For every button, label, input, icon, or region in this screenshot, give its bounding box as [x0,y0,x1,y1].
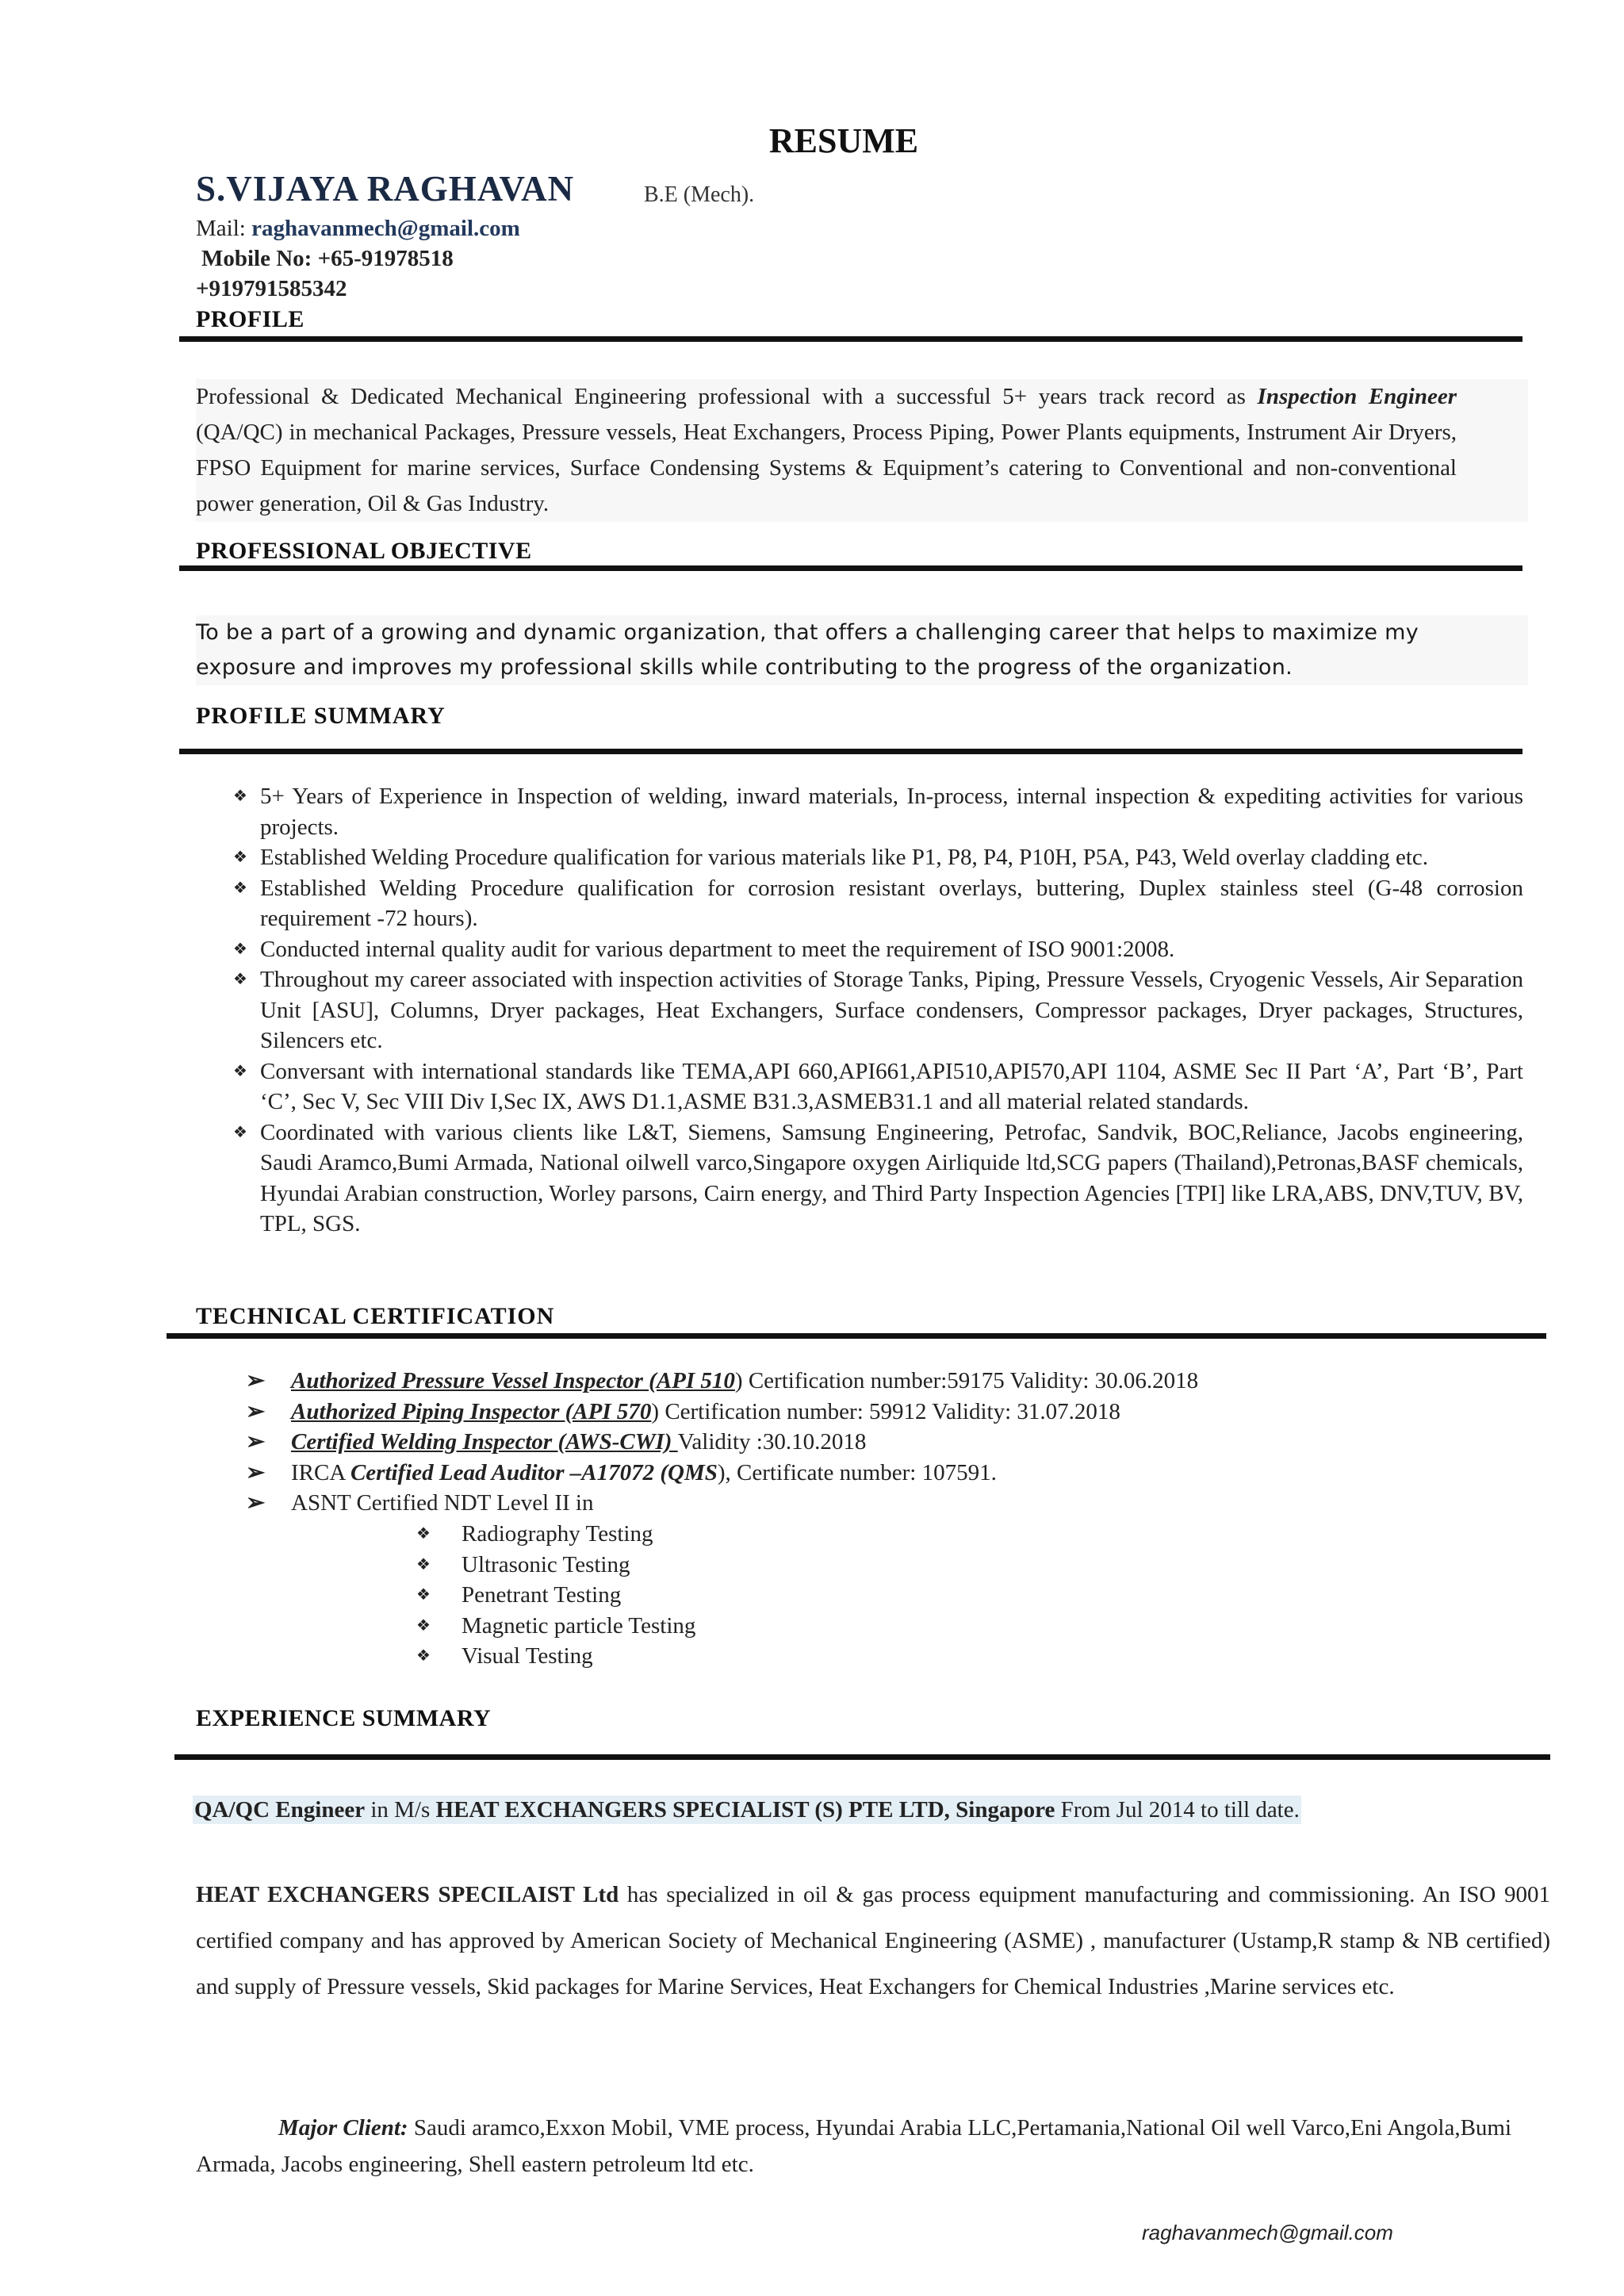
contact-mail [196,216,520,242]
section-divider [174,1754,1550,1760]
arrow-icon: ➢ [246,1398,266,1424]
candidate-name: S.VIJAYA RAGHAVAN [196,169,575,209]
summary-item: ❖ 5+ Years of Experience in Inspection of welding, inward materials, In-process, internal inspection & expediting activities for various projects. [233,781,1523,842]
diamond-bullet-icon: ❖ [416,1647,431,1665]
profile-heading: PROFILE [196,306,304,332]
diamond-bullet-icon: ❖ [233,788,247,805]
document-title: RESUME [768,121,919,160]
arrow-icon: ➢ [246,1459,266,1485]
summary-list [233,781,1523,1240]
section-divider [167,1333,1546,1339]
arrow-icon: ➢ [246,1429,266,1455]
certification-heading: TECHNICAL CERTIFICATION [196,1303,555,1329]
section-divider [179,565,1522,571]
clients-label: Major Client: [278,2115,408,2141]
contact-mobile-secondary: +919791585342 [196,276,347,301]
certification-list [246,1366,1515,1519]
diamond-bullet-icon: ❖ [416,1525,431,1543]
company-description [196,1872,1550,2010]
cert-item: ➢ Authorized Piping Inspector (API 570) Certification number: 59912 Validity: 31.07.2018 [246,1397,1515,1428]
diamond-bullet-icon: ❖ [233,1062,247,1080]
cert-item: ➢ ASNT Certified NDT Level II in [246,1488,1515,1519]
summary-item: ❖ Coordinated with various clients like L&T, Siemens, Samsung Engineering, Petrofac, Sandvik, BOC,Reliance, Jacobs engineering, Saudi Aramco,Bumi Armada, National oilwell varco,Singapore oxygen Airliquide ltd,SCG papers (Thailand),Petronas,BASF chemicals, Hyundai Arabian construction, Worley parsons, Cairn energy, and Third Party Inspection Agencies [TPI] like LRA,ABS, DNV,TUV, BV, TPL, SGS. [233,1117,1523,1240]
summary-item: ❖ Established Welding Procedure qualification for corrosion resistant overlays, buttering, Duplex stainless steel (G-48 corrosion requirement -72 hours). [233,873,1523,934]
cert-item: ➢ IRCA Certified Lead Auditor –A17072 (QMS), Certificate number: 107591. [246,1458,1515,1489]
objective-paragraph: To be a part of a growing and dynamic organization, that offers a challenging career that helps to maximize my exposure and improves my professional skills while contributing to the progress of the organization. [196,615,1528,685]
ndt-item: ❖ Magnetic particle Testing [416,1611,1130,1642]
summary-item: ❖ Conducted internal quality audit for various department to meet the requirement of ISO 9001:2008. [233,934,1523,965]
profile-text-continued: (QA/QC) in mechanical Packages, Pressure vessels, Heat Exchangers, Process Piping, Power Plants equipments, Instrument Air Dryers, FPSO Equipment for marine services, Surface Condensing Systems & Equipment’s catering to Conventional and non-conventional power generation, Oil & Gas Industry. [196,420,1457,516]
section-divider [179,749,1522,754]
summary-item: ❖ Conversant with international standards like TEMA,API 660,API661,API510,API570,API 1104, ASME Sec II Part ‘A’, Part ‘B’, Part ‘C’, Sec V, Sec VIII Div I,Sec IX, AWS D1.1,ASME B31.3,ASMEB31.1 and all material related standards. [233,1056,1523,1117]
profile-text: Professional & Dedicated Mechanical Engineering professional with a successful 5+ years track record as [196,384,1246,409]
objective-heading: PROFESSIONAL OBJECTIVE [196,538,532,564]
ndt-item: ❖ Visual Testing [416,1641,1130,1672]
candidate-degree: B.E (Mech). [644,182,755,207]
section-divider [179,336,1522,342]
diamond-bullet-icon: ❖ [416,1555,431,1573]
summary-heading: PROFILE SUMMARY [196,703,446,729]
major-clients [196,2110,1550,2183]
arrow-icon: ➢ [246,1368,266,1393]
ndt-list [416,1519,1130,1672]
diamond-bullet-icon: ❖ [416,1616,431,1635]
profile-emphasis: Inspection Engineer [1257,384,1457,409]
diamond-bullet-icon: ❖ [233,879,247,897]
summary-item: ❖ Throughout my career associated with inspection activities of Storage Tanks, Piping, Pressure Vessels, Cryogenic Vessels, Air Separation Unit [ASU], Columns, Dryer packages, Heat Exchangers, Surface condensers, Compressor packages, Dryer packages, Structures, Silencers etc. [233,964,1523,1056]
clients-text: Saudi aramco,Exxon Mobil, VME process, Hyundai Arabia LLC,Pertamania,National Oil well Varco,Eni Angola,Bumi Armada, Jacobs engineering, Shell eastern petroleum ltd etc. [196,2115,1512,2177]
experience-role-line [193,1797,1301,1823]
ndt-item: ❖ Radiography Testing [416,1519,1130,1550]
profile-paragraph [196,379,1528,522]
company-description-text: has specialized in oil & gas process equipment manufacturing and commissioning. An ISO 9001 certified company and has approved by American Society of Mechanical Engineering (ASME) , manufacturer (Ustamp,R stamp & NB certified) and supply of Pressure vessels, Skid packages for Marine Services, Heat Exchangers for Chemical Industries ,Marine services etc. [196,1882,1550,1999]
cert-item: ➢ Certified Welding Inspector (AWS-CWI) Validity :30.10.2018 [246,1427,1515,1458]
contact-mobile: Mobile No: +65-91978518 [201,246,454,271]
mail-address: raghavanmech@gmail.com [251,216,520,241]
footer-email: raghavanmech@gmail.com [1142,2221,1393,2244]
experience-role-highlight: QA/QC Engineer in M/s HEAT EXCHANGERS SPECIALIST (S) PTE LTD, Singapore From Jul 2014 to till date. [194,1797,1300,1823]
diamond-bullet-icon: ❖ [233,940,247,958]
diamond-bullet-icon: ❖ [233,1123,247,1141]
mail-label: Mail: [196,216,246,241]
ndt-item: ❖ Penetrant Testing [416,1580,1130,1611]
experience-heading: EXPERIENCE SUMMARY [196,1705,492,1731]
company-name: HEAT EXCHANGERS SPECILAIST Ltd [196,1882,619,1907]
arrow-icon: ➢ [246,1490,266,1516]
ndt-item: ❖ Ultrasonic Testing [416,1550,1130,1581]
summary-item: ❖ Established Welding Procedure qualification for various materials like P1, P8, P4, P10H, P5A, P43, Weld overlay cladding etc. [233,842,1523,873]
cert-item: ➢ Authorized Pressure Vessel Inspector (API 510) Certification number:59175 Validity: 30.06.2018 [246,1366,1515,1397]
diamond-bullet-icon: ❖ [233,971,247,988]
diamond-bullet-icon: ❖ [233,849,247,866]
diamond-bullet-icon: ❖ [416,1586,431,1604]
